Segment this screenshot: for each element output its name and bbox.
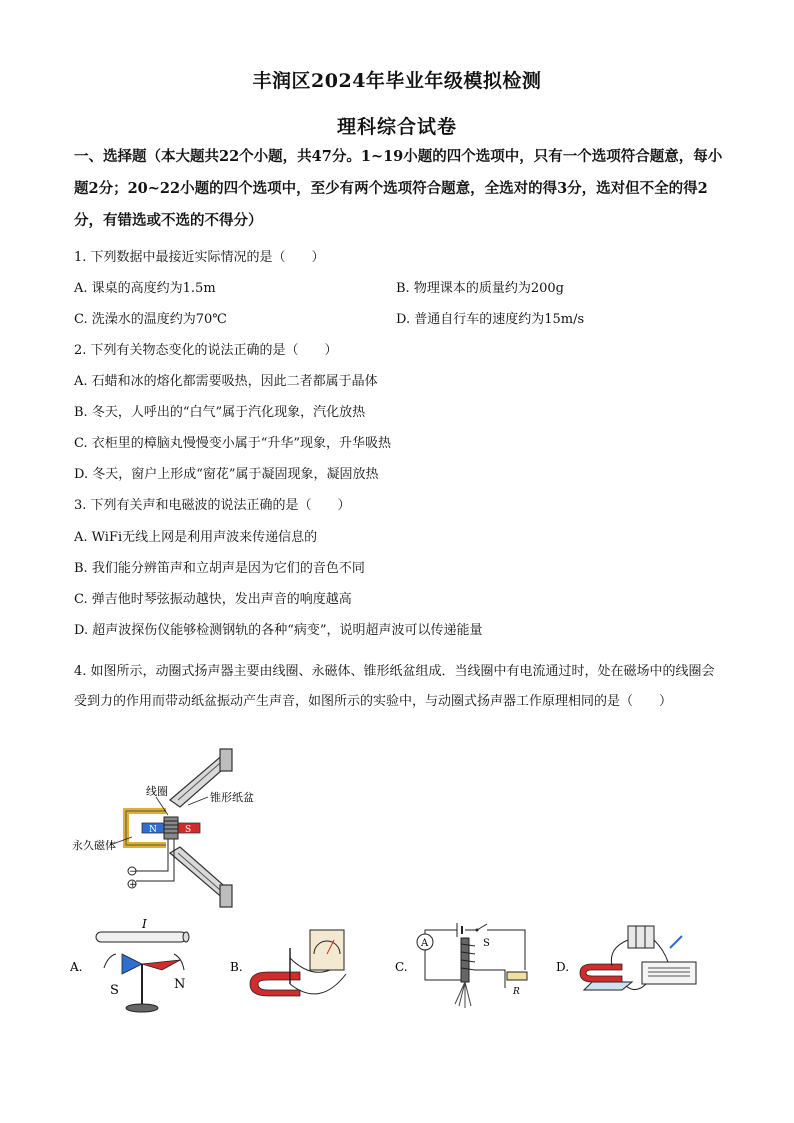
question-2-option-b: B. 冬天，人呼出的“白气”属于汽化现象，汽化放热 [74, 405, 366, 420]
current-label: I [142, 918, 147, 931]
pole-n-label: N [149, 825, 157, 835]
cone-label: 锥形纸盆 [210, 791, 254, 804]
south-label: S [110, 983, 119, 998]
north-label: N [174, 977, 186, 992]
choice-c-label: C. [395, 960, 408, 974]
choice-c-figure [395, 910, 545, 1020]
coil-label: 线圈 [146, 785, 168, 798]
question-2-option-d: D. 冬天，窗户上形成“窗花”属于凝固现象，凝固放热 [74, 467, 379, 482]
question-3-option-b: B. 我们能分辨笛声和立胡声是因为它们的音色不同 [74, 561, 365, 576]
resistor-label: R [513, 987, 520, 997]
question-1-option-c: C. 洗澡水的温度约为70℃ [74, 312, 227, 327]
switch-label: S [483, 938, 490, 949]
question-3-stem: 3. 下列有关声和电磁波的说法正确的是（ ） [74, 498, 351, 513]
loudspeaker-figure [70, 745, 270, 915]
choice-d-figure [556, 920, 706, 1020]
paper-subtitle: 理科综合试卷 [336, 116, 457, 138]
question-4-stem: 4. 如图所示，动圈式扬声器主要由线圈、永磁体、锥形纸盆组成．当线圈中有电流通过时，处在磁场中的线圈会受到力的作用而带动纸盆振动产生声音，如图所示的实验中，与动圈式扬声器工作原理相同的是（ ） [74, 664, 715, 709]
plus-terminal: + [129, 880, 137, 890]
magnet-label: 永久磁体 [72, 839, 116, 852]
question-1-option-d: D. 普通自行车的速度约为15m/s [396, 312, 585, 327]
section-heading: 一、选择题（本大题共22个小题，共47分。1~19小题的四个选项中，只有一个选项符合题意，每小题2分；20~22小题的四个选项中，至少有两个选项符合题意，全选对的得3分，选对但不全的得2分，有错选或不选的不得分） [74, 148, 723, 229]
question-2-stem: 2. 下列有关物态变化的说法正确的是（ ） [74, 343, 338, 358]
paper-title: 丰润区2024年毕业年级模拟检测 [252, 70, 542, 92]
question-3-option-d: D. 超声波探伤仪能够检测钢轨的各种“病变”，说明超声波可以传递能量 [74, 623, 483, 638]
question-1-stem: 1. 下列数据中最接近实际情况的是（ ） [74, 250, 325, 265]
choice-d-label: D. [556, 960, 570, 974]
choice-b-figure [230, 918, 360, 1018]
choice-b-label: B. [230, 960, 243, 974]
choice-a-label: A. [70, 960, 83, 974]
ammeter-label: A [421, 938, 429, 949]
minus-terminal: − [129, 867, 137, 877]
question-3-option-c: C. 弹吉他时琴弦振动越快，发出声音的响度越高 [74, 592, 352, 607]
question-2-option-c: C. 衣柜里的樟脑丸慢慢变小属于“升华”现象，升华吸热 [74, 436, 392, 451]
question-3-option-a: A. WiFi无线上网是利用声波来传递信息的 [74, 530, 318, 545]
question-1-option-a: A. 课桌的高度约为1.5m [74, 281, 216, 296]
pole-s-label: S [185, 825, 192, 835]
question-2-option-a: A. 石蜡和冰的熔化都需要吸热，因此二者都属于晶体 [74, 374, 378, 389]
choice-a-figure [70, 918, 200, 1018]
question-1-option-b: B. 物理课本的质量约为200g [396, 281, 564, 296]
